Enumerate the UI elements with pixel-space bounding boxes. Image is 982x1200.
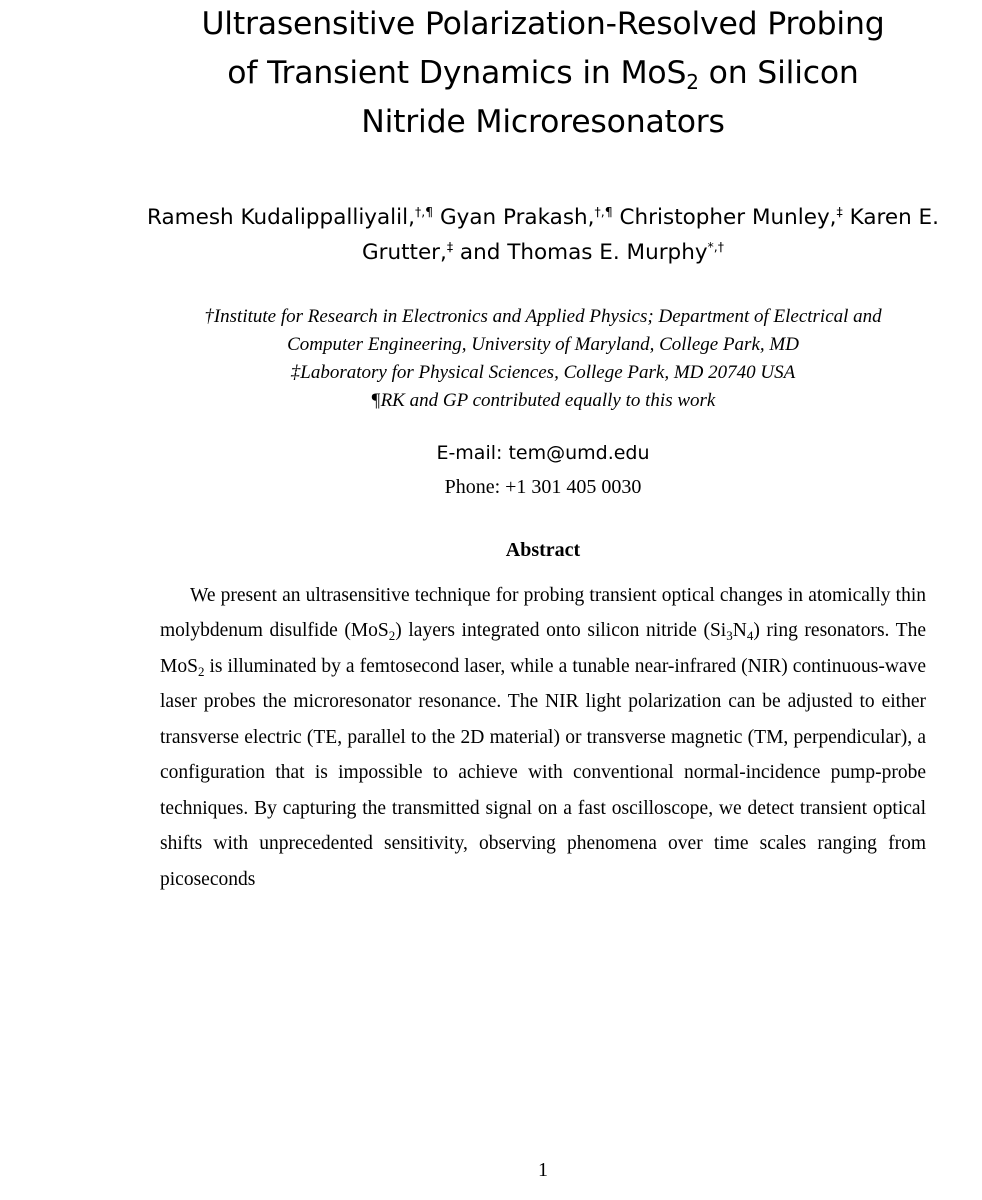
author-ramesh-kudalippalliyalil: Ramesh Kudalippalliyalil, — [147, 205, 415, 231]
author-karen-grutter-part-1: Karen E. — [842, 205, 939, 231]
title-subscript: 2 — [686, 70, 699, 95]
author-list — [104, 201, 982, 271]
abstract-subscript: 3 — [726, 628, 733, 644]
abstract-part-1: We present an ultrasensitive technique for probing transient optical changes in atomically thin molybdenum disulfide (MoS — [160, 584, 926, 642]
contact-email: E-mail: tem@umd.edu — [436, 441, 650, 464]
author-gyan-prakash: Gyan Prakash, — [433, 205, 595, 231]
author-karen-grutter-part-2: Grutter, — [361, 240, 447, 266]
author-affil-marker: ‡ — [446, 239, 454, 255]
abstract-text — [160, 578, 926, 897]
contact-phone: Phone: +1 301 405 0030 — [444, 475, 642, 498]
page-number: 1 — [538, 1159, 548, 1181]
contact-block — [104, 442, 982, 499]
author-christopher-munley: Christopher Munley, — [612, 205, 837, 231]
affiliation-list — [104, 303, 982, 415]
author-thomas-murphy: and Thomas E. Murphy — [453, 240, 708, 266]
paper-page — [104, 0, 982, 1200]
title-line-2-part-2: on Silicon — [698, 55, 859, 92]
arxiv-identifier-text — [11, 0, 41, 56]
author-affil-marker: †,¶ — [594, 204, 613, 220]
title-line-1: Ultrasensitive Polarization-Resolved Probing — [201, 6, 885, 42]
abstract-subscript: 2 — [197, 663, 205, 679]
abstract-part-3: N — [732, 620, 747, 642]
page-title — [104, 0, 982, 147]
abstract-subscript: 2 — [388, 628, 396, 644]
title-line-3: Nitride Microresonators — [361, 104, 725, 141]
affiliation-line: ‡Laboratory for Physical Sciences, College Park, MD 20740 USA — [290, 361, 796, 383]
abstract-subscript: 4 — [746, 628, 754, 644]
affiliation-line: Computer Engineering, University of Maryland, College Park, MD — [287, 334, 799, 356]
abstract-heading: Abstract — [505, 538, 581, 561]
abstract-part-5: is illuminated by a femtosecond laser, while a tunable near-infrared (NIR) continuous-wave laser probes the microresonator resonance. The NIR light polarization can be adjusted to either transverse electric (TE, parallel to the 2D material) or transverse magnetic (TM, perpendicular), a configuration that is impossible to achieve with conventional normal-incidence pump-probe techniques. By capturing the transmitted signal on a fast oscilloscope, we detect transient optical shifts with unprecedented sensitivity, observing phenomena over time scales ranging from picoseconds — [160, 655, 926, 890]
author-affil-marker: †,¶ — [414, 204, 434, 220]
abstract-part-2: ) layers integrated onto silicon nitride (Si — [395, 620, 727, 642]
author-affil-marker: ‡ — [836, 204, 843, 220]
arxiv-identifier-stamp — [0, 0, 54, 56]
author-affil-marker: *,† — [707, 239, 725, 255]
affiliation-line: †Institute for Research in Electronics and Applied Physics; Department of Electrical and — [204, 306, 882, 328]
title-line-2-part-1: of Transient Dynamics in MoS — [227, 55, 687, 92]
affiliation-line: ¶RK and GP contributed equally to this work — [370, 389, 716, 411]
abstract-part-4: ) ring resonators. The MoS — [160, 620, 926, 677]
